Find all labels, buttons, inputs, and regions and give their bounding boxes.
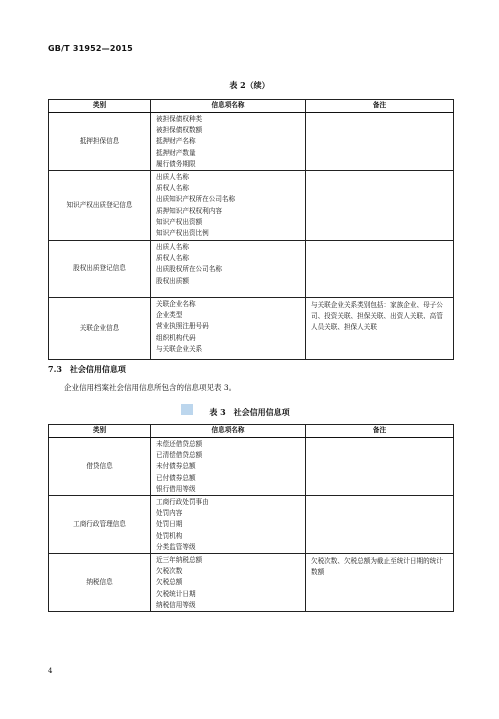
info-item: 质权人名称 [156,184,189,193]
table-row [49,438,454,496]
info-item: 知识产权出资额 [156,217,203,226]
category-cell: 抵押担保信息 [49,113,151,171]
note-cell [306,113,454,171]
info-item: 近三年纳税总额 [156,556,203,565]
note-cell: 欠税次数、欠税总额为截止至统计日期的统计数额 [306,554,454,612]
column-header: 备注 [306,425,454,438]
info-item: 与关联企业关系 [156,344,203,353]
info-item: 未偿还借贷总额 [156,440,203,448]
items-cell [151,298,306,360]
table-2-title: 表 2（续） [229,80,270,90]
info-item: 抵押财产数量 [156,148,196,157]
info-item: 处罚日期 [156,520,183,529]
info-item: 抵押财产名称 [156,137,196,146]
items-cell [151,438,306,496]
table-header-row [49,100,454,113]
info-item: 被担保债权数额 [156,126,203,135]
category-cell: 知识产权出质登记信息 [49,171,151,241]
info-item: 欠税统计日期 [156,589,196,598]
info-item: 组织机构代码 [156,333,196,342]
info-item: 银行借用等级 [156,484,196,493]
note-cell [306,171,454,241]
info-item: 分类监管等级 [156,542,196,551]
info-item: 知识产权出资比例 [156,229,209,238]
info-item: 质押知识产权权利内容 [156,206,222,215]
table-row [49,113,454,171]
table-row [49,496,454,554]
info-item: 欠税总额 [156,578,183,587]
table-row [49,298,454,360]
info-item: 股权出质额 [156,276,189,285]
page-number: 4 [48,667,53,675]
info-item: 出质人名称 [156,243,189,252]
info-item: 工商行政处罚事由 [156,498,209,507]
column-header: 类别 [49,100,151,113]
table-3 [48,424,454,612]
note-cell [306,438,454,496]
category-cell: 股权出质登记信息 [49,241,151,298]
column-header: 信息项名称 [151,100,306,113]
column-header: 类别 [49,425,151,438]
category-cell: 借贷信息 [49,438,151,496]
items-cell [151,241,306,298]
info-item: 处罚内容 [156,509,183,518]
note-cell [306,241,454,298]
table-row [49,171,454,241]
column-header: 备注 [306,100,454,113]
items-cell [151,496,306,554]
column-header: 信息项名称 [151,425,306,438]
info-item: 已付债券总额 [156,473,196,482]
table-header-row [49,425,454,438]
info-item: 处罚机构 [156,531,183,540]
info-item: 被担保债权种类 [156,115,203,123]
items-cell [151,171,306,241]
table-2 [48,99,454,360]
info-item: 关联企业名称 [156,300,196,309]
section-body-text: 企业信用档案社会信用信息所包含的信息项见表 3。 [64,383,237,392]
items-cell [151,113,306,171]
category-cell: 工商行政管理信息 [49,496,151,554]
table-row [49,241,454,298]
info-item: 已清偿借贷总额 [156,451,203,460]
section-heading: 7.3 社会信用信息项 [48,364,126,374]
standard-code: GB/T 31952—2015 [48,44,133,53]
info-item: 出质人名称 [156,173,189,182]
items-cell [151,554,306,612]
table-row [49,554,454,612]
table-3-title: 表 3 社会信用信息项 [209,407,290,417]
category-cell: 纳税信息 [49,554,151,612]
note-cell [306,496,454,554]
info-item: 营业执照注册号码 [156,322,209,331]
info-item: 出质股权所在公司名称 [156,265,222,274]
info-item: 欠税次数 [156,567,183,576]
category-cell: 关联企业信息 [49,298,151,360]
info-item: 企业类型 [156,311,183,320]
info-item: 纳税信用等级 [156,600,196,609]
note-cell: 与关联企业关系类别包括：家族企业、母子公司、投资关联、担保关联、出资人关联、高管人员关联、担保人关联 [306,298,454,360]
info-item: 未付债券总额 [156,462,196,471]
info-item: 出质知识产权所在公司名称 [156,195,236,204]
info-item: 履行债务期限 [156,159,196,168]
info-item: 质权人名称 [156,254,189,263]
